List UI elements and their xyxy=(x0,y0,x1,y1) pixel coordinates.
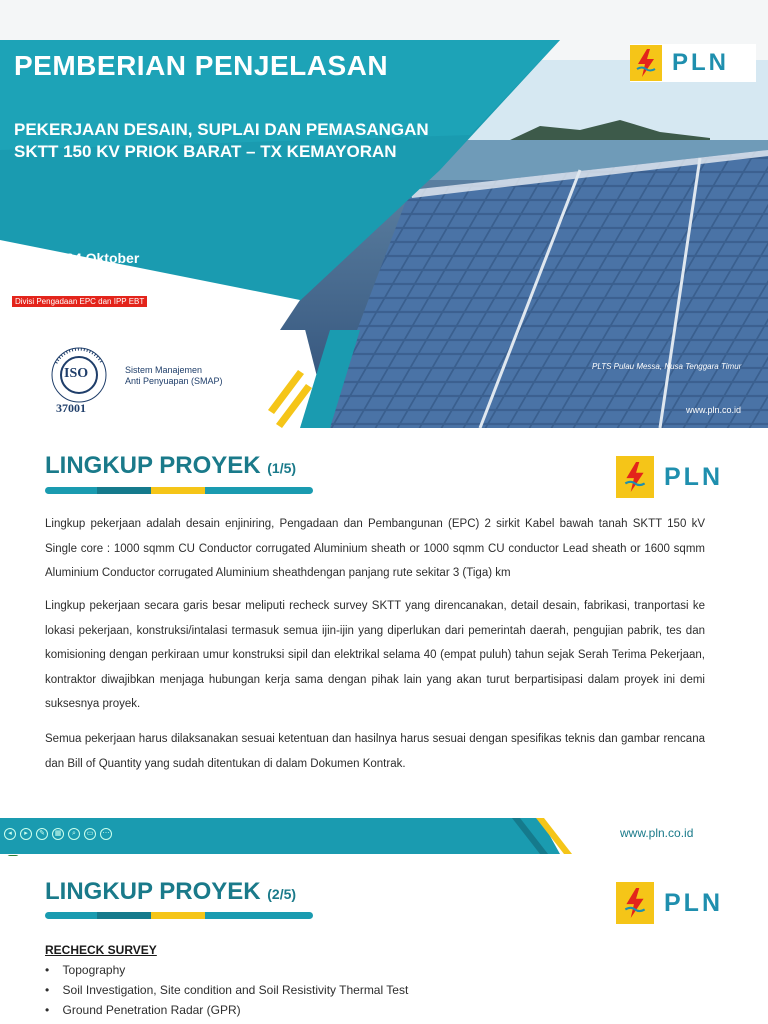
list-item: • Ground Penetration Radar (GPR) xyxy=(45,1003,241,1017)
zoom-icon[interactable]: ⌕ xyxy=(68,828,80,840)
presentation-controls xyxy=(4,828,112,840)
pln-logo xyxy=(616,882,740,924)
pln-logo xyxy=(630,44,756,82)
paragraph-3: Semua pekerjaan harus dilaksanakan sesuai ketentuan dan hasilnya harus sesuai dengan spesifikas teknis dan gambar rencana dan Bill of Quantity yang sudah ditentukan di dalam Dokumen Kontrak. xyxy=(45,733,705,770)
slide-heading-number: (1/5) xyxy=(267,460,297,476)
slide-footer xyxy=(0,818,768,854)
title-underline-bar xyxy=(45,912,313,919)
division-badge: Divisi Pengadaan EPC dan IPP EBT xyxy=(12,296,147,307)
paragraph-2: Lingkup pekerjaan secara garis besar meliputi recheck survey SKTT yang direncanakan, detail desain, fabrikasi, tranportasi ke lokasi pekerjaan, konstruksi/intalasi termasuk semua ijin-ijin yang diperlukan dari pemerintah daerah, pengujian pabrik, tes dan komisioning dengan perkiraan umur konstruksi sipil dan elektrikal selama 40 (empat puluh) tahun sejak Serah Terima Pekerjaan, kontraktor diwajibkan menjaga hubungan kerja sama dengan pihak lain yang akan turut berpartisipasi dalam proyek ini demi suksesnya proyek. xyxy=(45,600,705,710)
paragraph-1: Lingkup pekerjaan adalah desain enjiniring, Pengadaan dan Pembangunan (EPC) 2 sirkit Kabel bawah tanah SKTT 150 kV Single core : 1000 sqmm CU Conductor corrugated Aluminium sheath or 1000 sqmm CU conductor Lead sheath or 1600 sqmm Aluminium Conductor corrugated Aluminium sheathdengan panjang rute sekitar 3 (Tiga) km xyxy=(45,518,705,579)
lightning-icon xyxy=(616,456,654,498)
iso-label: ISO xyxy=(64,366,89,381)
teal-banner xyxy=(0,40,768,330)
lightning-icon xyxy=(616,882,654,924)
office-name: PLN Kantor Pusat xyxy=(14,284,79,293)
pln-logo-text: PLN xyxy=(664,462,723,491)
iso-37001-logo xyxy=(40,345,118,417)
title-slide xyxy=(0,0,768,428)
subtitle-icon[interactable]: ▭ xyxy=(84,828,96,840)
slide-heading-number: (2/5) xyxy=(267,886,297,902)
slide-heading-text: LINGKUP PROYEK xyxy=(45,452,261,479)
pln-logo-text: PLN xyxy=(672,49,729,76)
scope-slide-2 xyxy=(0,856,768,1024)
section-heading: RECHECK SURVEY xyxy=(45,943,157,957)
iso-number: 37001 xyxy=(56,401,86,415)
pln-logo-text: PLN xyxy=(664,888,723,917)
footer-url: www.pln.co.id xyxy=(620,826,694,840)
slide-heading xyxy=(45,452,296,480)
subtitle-line-2: SKTT 150 KV PRIOK BARAT – TX KEMAYORAN xyxy=(14,142,397,161)
pln-logo xyxy=(616,456,740,498)
list-item: • Topography xyxy=(45,963,126,977)
slide-heading xyxy=(45,878,296,906)
photo-caption: PLTS Pulau Messa, Nusa Tenggara Timur xyxy=(592,362,742,371)
grid-icon[interactable]: ▦ xyxy=(52,828,64,840)
slide-title: PEMBERIAN PENJELASAN xyxy=(14,50,389,81)
title-underline-bar xyxy=(45,487,313,494)
previous-icon[interactable]: ◂ xyxy=(4,828,16,840)
more-icon[interactable]: ⋯ xyxy=(100,828,112,840)
lightning-icon xyxy=(630,45,662,81)
presentation-date: Selasa, 04 Oktober 2022 xyxy=(14,250,140,283)
scope-slide-1 xyxy=(0,430,768,854)
list-item-text: Ground Penetration Radar (GPR) xyxy=(62,1003,241,1017)
slide-heading-text: LINGKUP PROYEK xyxy=(45,878,261,905)
list-item-text: Soil Investigation, Site condition and Soil Resistivity Thermal Test xyxy=(62,983,409,997)
website-url: www.pln.co.id xyxy=(686,405,742,415)
pen-icon[interactable]: ✎ xyxy=(36,828,48,840)
next-icon[interactable]: ▸ xyxy=(20,828,32,840)
smap-line-1: Sistem Manajemen xyxy=(125,365,203,375)
list-item-text: Topography xyxy=(62,963,126,977)
list-item: • Soil Investigation, Site condition and Soil Resistivity Thermal Test xyxy=(45,983,409,997)
smap-line-2: Anti Penyuapan (SMAP) xyxy=(125,376,223,386)
subtitle-line-1: PEKERJAAN DESAIN, SUPLAI DAN PEMASANGAN xyxy=(14,120,429,139)
